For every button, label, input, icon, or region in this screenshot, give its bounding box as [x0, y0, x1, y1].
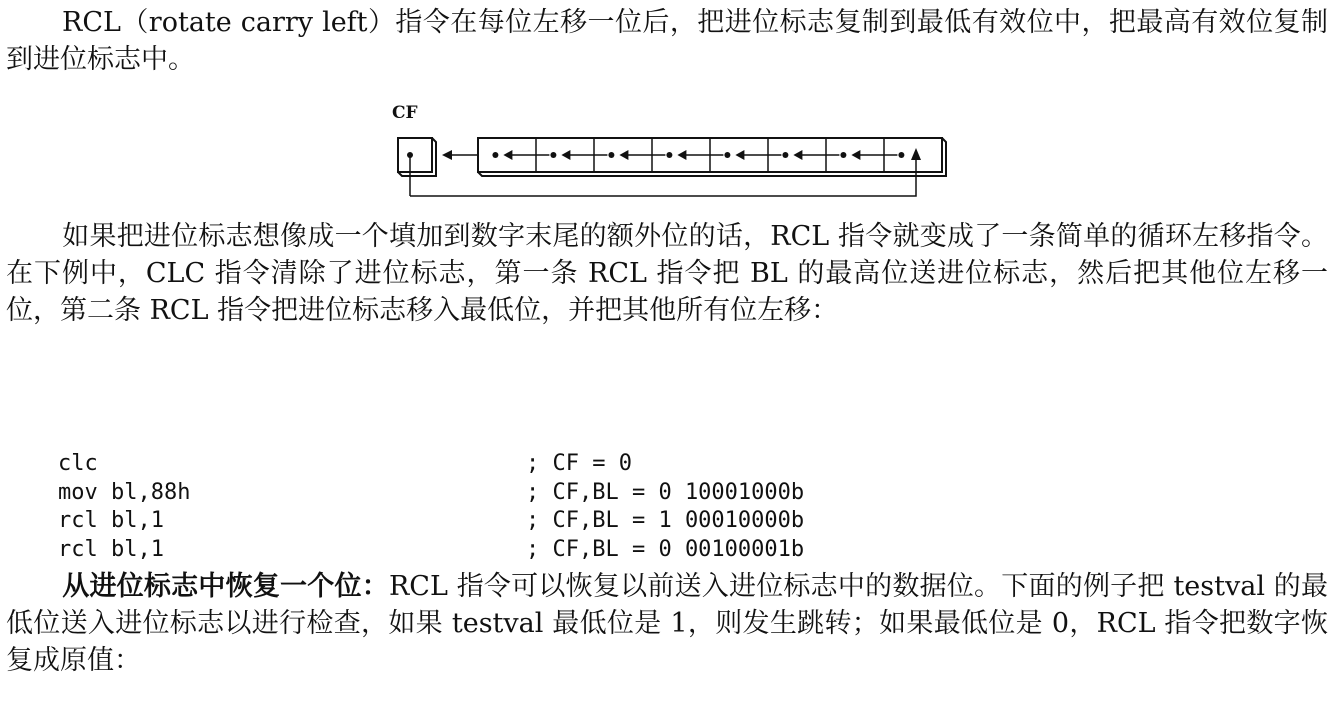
code-comment: ; CF,BL = 1 00010000b [526, 508, 805, 533]
paragraph-rcl-intro [6, 4, 1328, 78]
cf-arrow [442, 150, 478, 160]
code-comment: ; CF,BL = 0 00100001b [526, 536, 805, 562]
paragraph-text: RCL 指令可以恢复以前送入进位标志中的数据位。下面的例子把 testval 的最低位送入进位标志以进行检查，如果 testval 最低位是 1，则发生跳转；如果最低位是 0，RCL 指令把数字恢复成原值： [6, 571, 1328, 676]
code-instruction: rcl bl,1 [58, 508, 164, 533]
paragraph-restore-bit [6, 568, 1328, 679]
code-instruction: mov bl,88h [58, 479, 191, 505]
code-comment: ; CF = 0 [526, 451, 632, 476]
paragraph-text: RCL（rotate carry left）指令在每位左移一位后，把进位标志复制到最低有效位中，把最高有效位复制到进位标志中。 [6, 7, 1328, 75]
paragraph-rcl-explanation [6, 218, 1328, 329]
paragraph-text: 如果把进位标志想像成一个填加到数字末尾的额外位的话，RCL 指令就变成了一条简单的循环左移指令。在下例中，CLC 指令清除了进位标志，第一条 RCL 指令把 BL 的最高位送进位标志，然后把其他位左移一位，第二条 RCL 指令把进位标志移入最低位，并把其他所有位左移： [6, 221, 1328, 326]
paragraph-heading: 从进位标志中恢复一个位： [62, 571, 389, 602]
register-bits [492, 138, 904, 172]
register-bit [492, 150, 549, 160]
code-instruction: rcl bl,1 [58, 536, 164, 562]
code-comment: ; CF,BL = 0 10001000b [526, 479, 805, 505]
rcl-diagram [380, 98, 960, 208]
register-box [478, 138, 946, 176]
cf-label: CF [392, 103, 418, 123]
cf-box [398, 138, 436, 196]
code-instruction: clc [58, 451, 98, 476]
